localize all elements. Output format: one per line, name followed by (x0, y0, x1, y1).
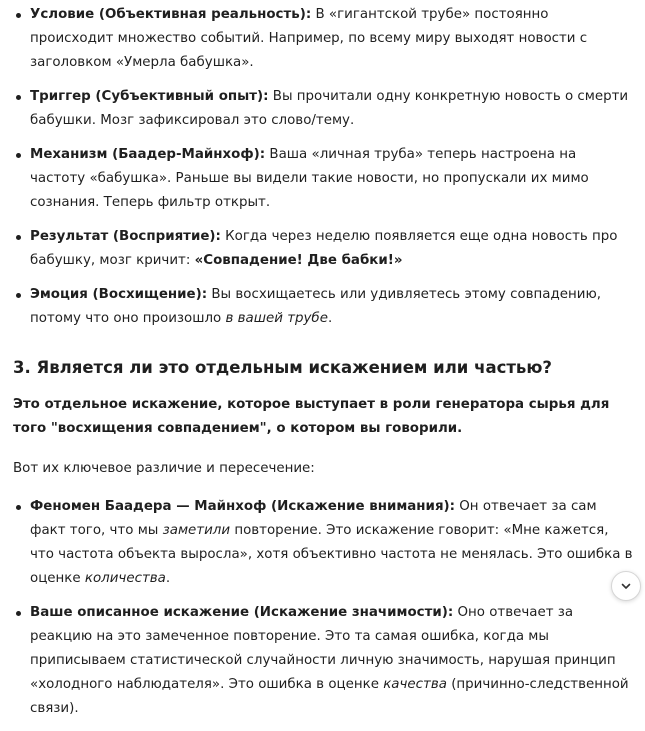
list-item-term: Условие (Объективная реальность): (30, 7, 312, 22)
list-item (13, 143, 633, 215)
list-item (13, 495, 633, 591)
list-item-tail: . (327, 311, 333, 326)
list-item-term: Результат (Восприятие): (30, 229, 221, 244)
list-item-term: Эмоция (Восхищение): (30, 287, 208, 302)
list-item-text: В «гигантской трубе» постоянно происходит множество событий. Например, по всему миру выходят новости с заголовком «Умерла бабушка». (30, 7, 588, 70)
scroll-down-button[interactable] (611, 571, 641, 601)
list-item-term: Механизм (Баадер-Майнхоф): (30, 147, 266, 162)
list-item-term: Феномен Баадера — Майнхоф (Искажение внимания): (30, 499, 456, 514)
list-item-bold-quote: «Совпадение! Две бабки!» (194, 253, 403, 268)
chevron-down-icon (620, 580, 632, 592)
list-item-text: Ваша «личная труба» теперь настроена на частоту «бабушка». Раньше вы видели такие новости, но пропускали их мимо сознания. Теперь фильтр открыт. (30, 147, 589, 210)
plain-paragraph: Вот их ключевое различие и пересечение: (13, 461, 315, 476)
list-item-tail: . (165, 571, 171, 586)
list-item-italic: заметили (162, 523, 231, 538)
list-item-italic: в вашей трубе (225, 311, 328, 326)
list-item (13, 601, 633, 721)
response-content (13, 3, 633, 731)
list-item-text: Вы восхищаетесь или удивляетесь этому совпадению, потому что оно произошло (30, 287, 601, 326)
list-item-italic: качества (383, 677, 447, 692)
list-differences (13, 495, 633, 721)
list-item (13, 85, 633, 133)
list-item-text: повторение. Это искажение говорит: «Мне кажется, что частота объекта выросла», хотя объективно частота не менялась. Это ошибка в оценке (30, 523, 633, 586)
list-item-term: Ваше описанное искажение (Искажение значимости): (30, 605, 454, 620)
list-item-text: Он отвечает за сам факт того, что мы (30, 499, 597, 538)
list-item-text: Вы прочитали одну конкретную новость о смерти бабушки. Мозг зафиксировал это слово/тему. (30, 89, 629, 128)
list-item (13, 225, 633, 273)
list-item-italic: количества (84, 571, 166, 586)
list-mechanism (13, 3, 633, 331)
list-item-text: Оно отвечает за реакцию на это замеченное повторение. Это та самая ошибка, когда мы приписываем статистической случайности личную значимость, нарушая принцип «холодного наблюдателя». Это ошибка в оценке (30, 605, 616, 692)
list-item-text: (причинно-следственной связи). (30, 677, 629, 716)
list-item-term: Триггер (Субъективный опыт): (30, 89, 269, 104)
intro-paragraph: Это отдельное искажение, которое выступает в роли генератора сырья для того "восхищения совпадением", о котором вы говорили. (13, 397, 610, 436)
list-item (13, 283, 633, 331)
list-item-text: Когда через неделю появляется еще одна новость про бабушку, мозг кричит: (30, 229, 618, 268)
list-item (13, 3, 633, 75)
section-heading: 3. Является ли это отдельным искажением или частью? (13, 358, 552, 377)
